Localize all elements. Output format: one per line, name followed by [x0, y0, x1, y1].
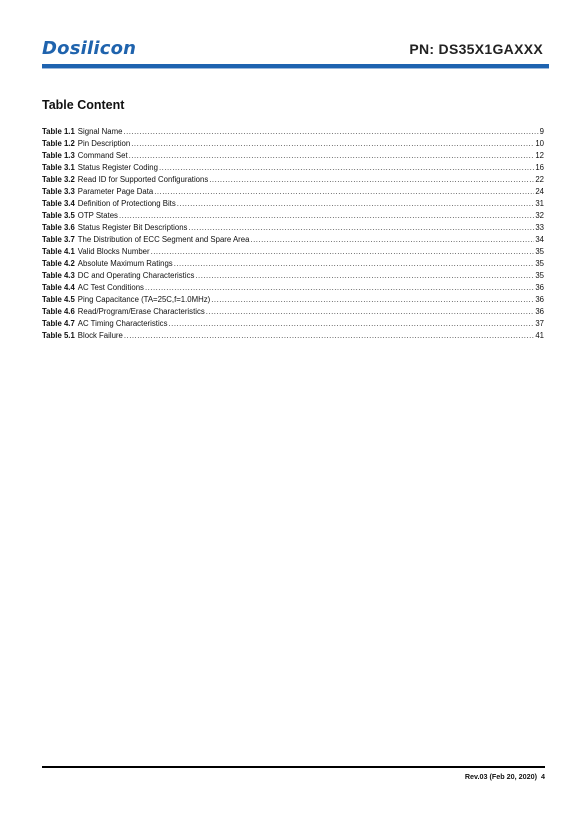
toc-entry[interactable]: [42, 150, 544, 162]
toc-entry[interactable]: [42, 162, 544, 174]
toc-leader-dots: [174, 258, 535, 270]
toc-leader-dots: [129, 150, 535, 162]
toc-entry[interactable]: [42, 270, 544, 282]
toc-entry-page: 32: [535, 211, 544, 220]
toc-entry[interactable]: [42, 198, 544, 210]
toc-entry-text: Absolute Maximum Ratings: [77, 259, 173, 268]
toc-entry-text: Block Failure: [77, 331, 123, 340]
toc-entry-label: Table 4.5: [42, 295, 75, 304]
toc-entry[interactable]: [42, 222, 544, 234]
toc-entry-page: 24: [535, 187, 544, 196]
toc-entry[interactable]: [42, 138, 544, 150]
toc-entry[interactable]: [42, 174, 544, 186]
toc-entry-page: 37: [535, 319, 544, 328]
toc-entry-page: 10: [535, 139, 544, 148]
toc-entry-text: OTP States: [77, 211, 118, 220]
toc-entry-page: 16: [535, 163, 544, 172]
toc-entry-page: 33: [535, 223, 544, 232]
toc-entry-page: 36: [535, 307, 544, 316]
company-logo: Dosilicon: [42, 38, 137, 59]
toc-entry[interactable]: [42, 294, 544, 306]
toc-entry-label: Table 3.4: [42, 199, 75, 208]
toc-entry-text: Definition of Protectiong Bits: [77, 199, 176, 208]
toc-entry[interactable]: [42, 210, 544, 222]
toc-entry-label: Table 1.2: [42, 139, 75, 148]
toc-entry-text: Ping Capacitance (TA=25C,f=1.0MHz): [77, 295, 211, 304]
toc-entry[interactable]: [42, 258, 544, 270]
toc-entry-label: Table 4.6: [42, 307, 75, 316]
page-number: 4: [541, 772, 545, 781]
toc-entry-page: 34: [535, 235, 544, 244]
toc-entry-label: Table 5.1: [42, 331, 75, 340]
toc-entry-page: 35: [535, 259, 544, 268]
toc-entry-text: AC Timing Characteristics: [77, 319, 168, 328]
toc-entry-label: Table 3.6: [42, 223, 75, 232]
toc-entry-label: Table 4.7: [42, 319, 75, 328]
toc-entry-page: 9: [539, 127, 544, 136]
footer: [465, 772, 545, 781]
toc-leader-dots: [188, 222, 534, 234]
toc-entry[interactable]: [42, 234, 544, 246]
revision-label: Rev.03 (Feb 20, 2020): [464, 772, 537, 781]
toc-entry-text: Read ID for Supported Configurations: [77, 175, 209, 184]
toc-entry-page: 41: [535, 331, 544, 340]
toc-entry[interactable]: [42, 246, 544, 258]
toc-entry-label: Table 4.1: [42, 247, 75, 256]
toc-entry[interactable]: [42, 318, 544, 330]
toc-entry-label: Table 3.1: [42, 163, 75, 172]
toc-entry-page: 12: [535, 151, 544, 160]
toc-entry-text: The Distribution of ECC Segment and Spare Area: [77, 235, 250, 244]
footer-divider: [42, 766, 545, 768]
toc-leader-dots: [211, 294, 534, 306]
toc-entry-text: Valid Blocks Number: [77, 247, 150, 256]
toc-entry[interactable]: [42, 282, 544, 294]
toc-entry-page: 35: [535, 247, 544, 256]
toc-entry-page: 36: [535, 283, 544, 292]
toc-entry-text: Read/Program/Erase Characteristics: [77, 307, 205, 316]
toc-entry-text: DC and Operating Characteristics: [77, 271, 195, 280]
toc-leader-dots: [145, 282, 534, 294]
toc-entry-page: 36: [535, 295, 544, 304]
toc-leader-dots: [195, 270, 534, 282]
toc-entry-text: Status Register Bit Descriptions: [77, 223, 188, 232]
toc-entry-text: Signal Name: [77, 127, 123, 136]
toc-entry-label: Table 1.3: [42, 151, 75, 160]
toc-entry-page: 22: [535, 175, 544, 184]
toc-leader-dots: [206, 306, 535, 318]
toc-entry-text: Parameter Page Data: [77, 187, 154, 196]
toc-list: [42, 126, 544, 342]
toc-leader-dots: [159, 162, 534, 174]
toc-leader-dots: [119, 210, 534, 222]
toc-entry-label: Table 4.3: [42, 271, 75, 280]
toc-entry[interactable]: [42, 186, 544, 198]
toc-leader-dots: [123, 126, 538, 138]
toc-entry-label: Table 4.4: [42, 283, 75, 292]
toc-entry-label: Table 1.1: [42, 127, 75, 136]
toc-entry-page: 31: [535, 199, 544, 208]
toc-entry-text: Pin Description: [77, 139, 131, 148]
part-number: PN: DS35X1GAXXX: [409, 41, 543, 57]
toc-entry-text: Command Set: [77, 151, 128, 160]
toc-leader-dots: [177, 198, 535, 210]
toc-leader-dots: [131, 138, 534, 150]
toc-title: Table Content: [42, 98, 125, 112]
header-divider-shadow: [42, 68, 549, 69]
toc-entry[interactable]: [42, 330, 544, 342]
toc-entry-label: Table 3.5: [42, 211, 75, 220]
toc-entry-label: Table 3.3: [42, 187, 75, 196]
toc-entry-text: Status Register Coding: [77, 163, 158, 172]
toc-entry[interactable]: [42, 126, 544, 138]
toc-entry-page: 35: [535, 271, 544, 280]
toc-entry-text: AC Test Conditions: [77, 283, 144, 292]
toc-leader-dots: [154, 186, 534, 198]
toc-leader-dots: [250, 234, 534, 246]
toc-entry[interactable]: [42, 306, 544, 318]
toc-entry-label: Table 4.2: [42, 259, 75, 268]
toc-leader-dots: [168, 318, 534, 330]
toc-leader-dots: [151, 246, 535, 258]
toc-entry-label: Table 3.2: [42, 175, 75, 184]
toc-leader-dots: [209, 174, 534, 186]
toc-entry-label: Table 3.7: [42, 235, 75, 244]
toc-leader-dots: [124, 330, 534, 342]
